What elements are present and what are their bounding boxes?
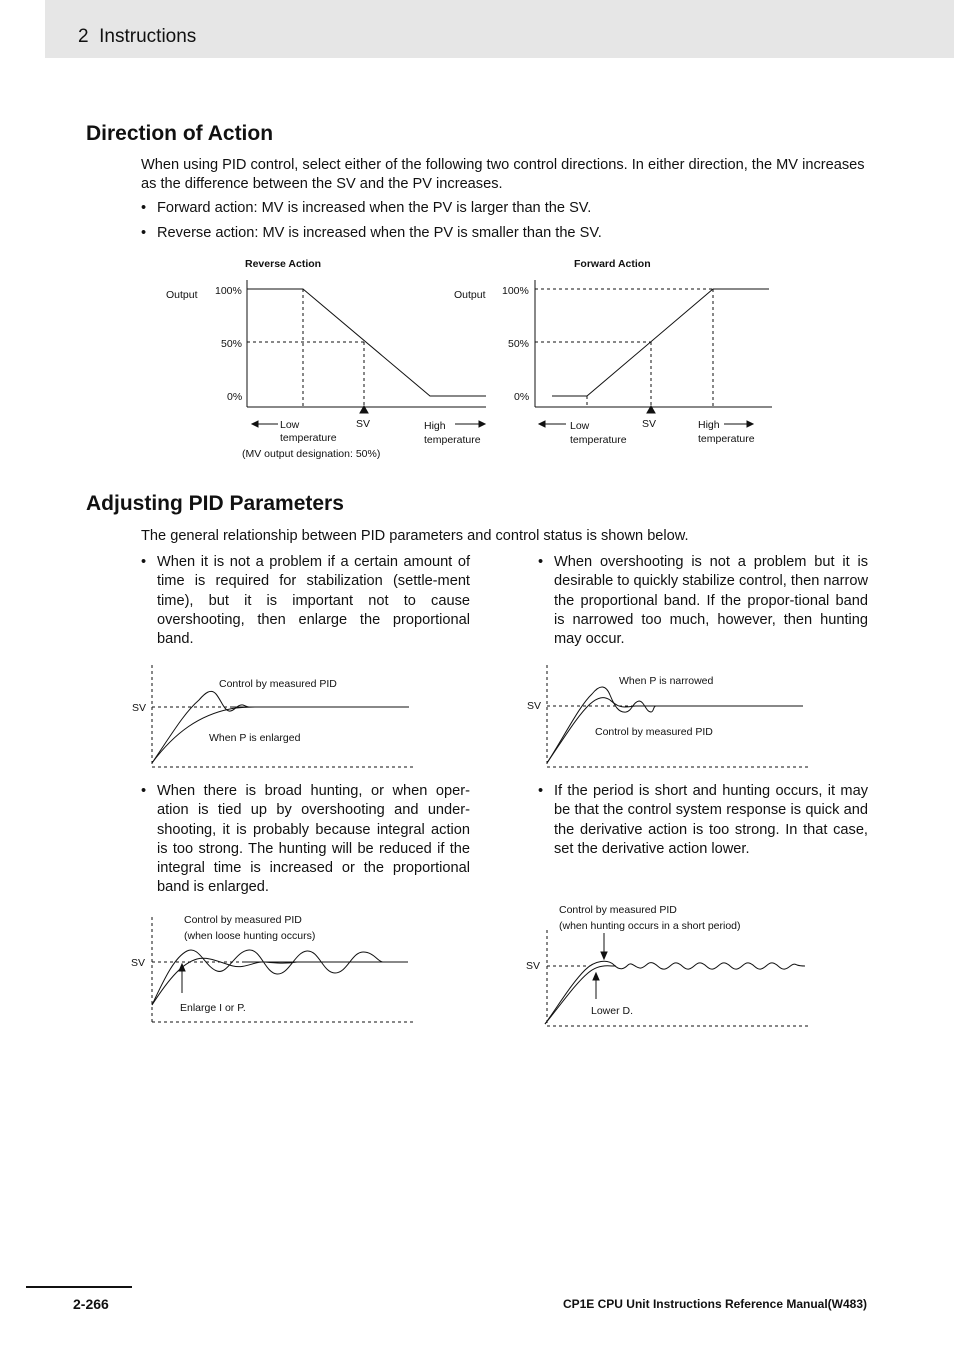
reverse-note: (MV output designation: 50%) [242, 448, 381, 460]
reverse-output-label: Output [166, 289, 198, 301]
fig-short-hunting [520, 895, 820, 1030]
bullet-narrow-p: • When overshooting is not a problem but it is desirable to quickly stabilize control, then narrow the proportional band. If the propor-tional band is narrowed too much, however, then hunting may occur. [538, 553, 868, 649]
fig3-label-enlarge: Enlarge I or P. [180, 1002, 246, 1014]
reverse-high-label: High [424, 420, 446, 432]
chapter-header [78, 26, 196, 48]
reverse-low-arrowhead [252, 421, 258, 427]
action-direction-figure [150, 250, 800, 465]
fig1-measured-curve [152, 691, 249, 763]
forward-low-label: Low [570, 420, 590, 432]
chapter-number: 2 [78, 26, 89, 47]
section-heading-adjusting: Adjusting PID Parameters [86, 492, 344, 515]
forward-low-temp-label: temperature [570, 434, 627, 446]
reverse-low-label: Low [280, 419, 300, 431]
bullet-integral-strong: • When there is broad hunting, or when oper-ation is tied up by overshooting and under-shooting, it is probably because integral action is too strong. The hunting will be reduced if the integral time is increased or the proportional band is enlarged. [141, 782, 470, 898]
forward-action-title: Forward Action [574, 258, 651, 270]
forward-sv-label: SV [642, 418, 657, 430]
reverse-y0-label: 0% [227, 391, 243, 403]
chapter-title: Instructions [99, 26, 197, 47]
fig3-label-loose: (when loose hunting occurs) [184, 930, 316, 942]
manual-title: CP1E CPU Unit Instructions Reference Manual(W483) [562, 1297, 867, 1311]
fig3-pointer-arrowhead [179, 964, 185, 971]
page-number: 2-266 [73, 1296, 109, 1312]
forward-y50-label: 50% [508, 338, 530, 350]
bullet-enlarge-p: • When it is not a problem if a certain amount of time is required for stabilization (settle-ment time), but it is important not to cause overshooting, then enlarge the proportional band. [141, 553, 470, 649]
direction-intro: When using PID control, select either of the following two control directions. In either direction, the MV increases as the difference between the SV and the PV increases. [141, 157, 865, 193]
fig3-hunting-curve [152, 950, 383, 1005]
reverse-action-title: Reverse Action [245, 258, 322, 270]
forward-high-temp-label: temperature [698, 433, 755, 445]
fig2-label-narrowed: When P is narrowed [619, 675, 714, 687]
section-heading-direction: Direction of Action [86, 122, 274, 145]
fig3-corrected-curve [152, 958, 311, 1005]
reverse-high-arrowhead [479, 421, 485, 427]
fig-p-enlarged [125, 660, 425, 775]
reverse-y100-label: 100% [215, 285, 242, 297]
fig3-sv-label: SV [131, 957, 146, 969]
forward-y100-label: 100% [502, 285, 529, 297]
fig4-label-measured: Control by measured PID [559, 904, 677, 916]
reverse-output-line [247, 289, 486, 396]
fig1-sv-label: SV [132, 702, 147, 714]
fig4-label-lower-d: Lower D. [591, 1005, 634, 1017]
fig4-hunting-curve [545, 961, 805, 1024]
reverse-y50-label: 50% [221, 338, 243, 350]
fig4-label-short: (when hunting occurs in a short period) [559, 920, 741, 932]
fig4-bottom-pointer-arrowhead [593, 973, 599, 980]
adjusting-intro: The general relationship between PID parameters and control status is shown below. [141, 528, 689, 544]
forward-output-label: Output [454, 289, 486, 301]
fig4-sv-label: SV [526, 960, 541, 972]
bullet-reverse-action: • Reverse action: MV is increased when the PV is smaller than the SV. [141, 224, 868, 243]
bullet-derivative-strong: • If the period is short and hunting occurs, it may be that the control system response is quick and the derivative action is too strong. In that case, set the derivative action lower. [538, 782, 868, 859]
fig4-top-pointer-arrowhead [601, 952, 607, 959]
forward-y0-label: 0% [514, 391, 530, 403]
reverse-high-temp-label: temperature [424, 434, 481, 446]
fig3-label-measured: Control by measured PID [184, 914, 302, 926]
forward-low-arrowhead [539, 421, 545, 427]
bullet-forward-action: • Forward action: MV is increased when the PV is larger than the SV. [141, 199, 868, 218]
fig1-label-enlarged: When P is enlarged [209, 732, 301, 744]
fig-p-narrowed [520, 660, 820, 775]
fig2-label-measured: Control by measured PID [595, 726, 713, 738]
reverse-low-temp-label: temperature [280, 432, 337, 444]
fig-loose-hunting [125, 905, 425, 1030]
footer-rule [26, 1286, 132, 1288]
fig1-label-measured: Control by measured PID [219, 678, 337, 690]
fig2-sv-label: SV [527, 700, 542, 712]
forward-high-label: High [698, 419, 720, 431]
forward-high-arrowhead [747, 421, 753, 427]
reverse-sv-label: SV [356, 418, 371, 430]
